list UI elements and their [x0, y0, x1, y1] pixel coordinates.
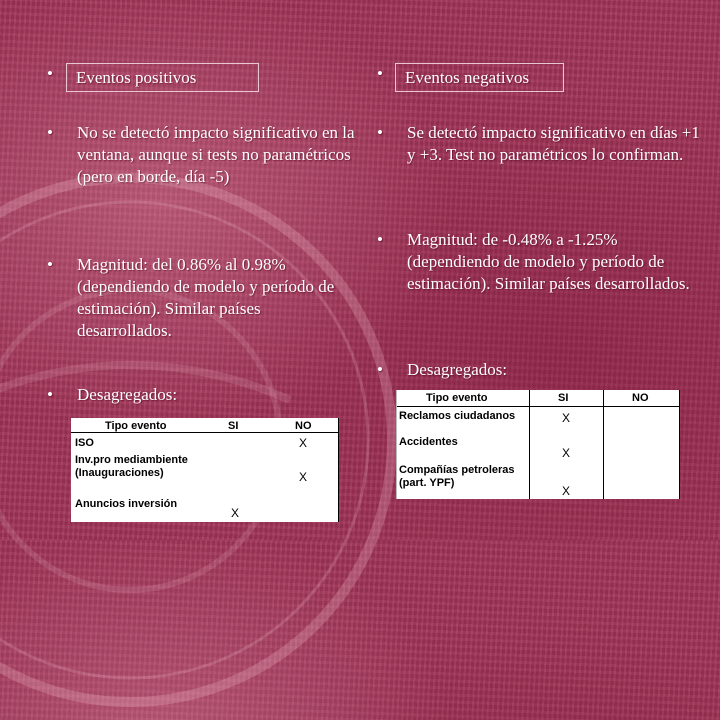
table-row-label: Accidentes [399, 436, 458, 448]
bullet: • [377, 64, 383, 83]
table-row-si-mark: X [562, 484, 571, 498]
bullet: • [47, 385, 53, 404]
left-point-2 [47, 254, 347, 342]
bullet: • [377, 230, 383, 249]
table-header-si: SI [558, 392, 569, 404]
right-header-item [377, 63, 564, 92]
table-col-divider [603, 390, 604, 499]
left-point-1 [47, 122, 357, 188]
table-row-si-mark: X [562, 411, 571, 425]
table-row-si-mark: X [562, 446, 571, 460]
left-point-3 [47, 384, 177, 406]
table-row-label: Reclamos ciudadanos [399, 410, 516, 422]
bullet: • [377, 360, 383, 379]
table-header-rule [396, 406, 680, 407]
bullet: • [47, 123, 53, 142]
left-header-label: Eventos positivos [76, 68, 197, 87]
right-point-3 [377, 359, 507, 381]
table-header-tipo: Tipo evento [105, 420, 167, 432]
table-row-label: Inv.pro mediambiente (Inauguraciones) [75, 454, 188, 479]
table-right-border [338, 418, 339, 522]
right-events-table [396, 390, 680, 499]
right-point-1-text: Se detectó impacto significativo en días +1 y +3. Test no paramétricos lo confirman. [407, 123, 700, 164]
right-header-box [395, 63, 564, 92]
left-point-2-text: Magnitud: del 0.86% al 0.98% (dependiendo de modelo y período de estimación). Similar países desarrollados. [77, 255, 335, 340]
table-row-label: Anuncios inversión [75, 498, 178, 510]
left-point-3-text: Desagregados: [77, 385, 178, 404]
table-row-label: Compañías petroleras (part. YPF) [399, 464, 515, 489]
table-left-border [396, 390, 397, 499]
left-events-table [71, 418, 339, 522]
table-header-tipo: Tipo evento [426, 392, 488, 404]
table-col-divider [529, 390, 530, 499]
bullet: • [47, 255, 53, 274]
left-header-box [66, 63, 259, 92]
right-point-2 [377, 229, 707, 295]
table-header-no: NO [295, 420, 312, 432]
bullet: • [47, 64, 53, 83]
table-row-no-mark: X [299, 436, 308, 450]
bullet: • [377, 123, 383, 142]
right-header-label: Eventos negativos [405, 68, 530, 87]
left-header-item [47, 63, 259, 92]
right-point-3-text: Desagregados: [407, 360, 508, 379]
left-point-1-text: No se detectó impacto significativo en la ventana, aunque si tests no paramétricos (pero en borde, día -5) [77, 123, 355, 186]
table-right-border [679, 390, 680, 499]
table-header-no: NO [632, 392, 649, 404]
table-row-no-mark: X [299, 470, 308, 484]
right-point-1 [377, 122, 707, 166]
right-point-2-text: Magnitud: de -0.48% a -1.25% (dependiendo de modelo y período de estimación). Similar países desarrollados. [407, 230, 690, 293]
table-header-rule [71, 432, 339, 433]
table-header-si: SI [228, 420, 239, 432]
table-row-si-mark: X [231, 506, 240, 520]
table-row-label: ISO [75, 437, 94, 449]
